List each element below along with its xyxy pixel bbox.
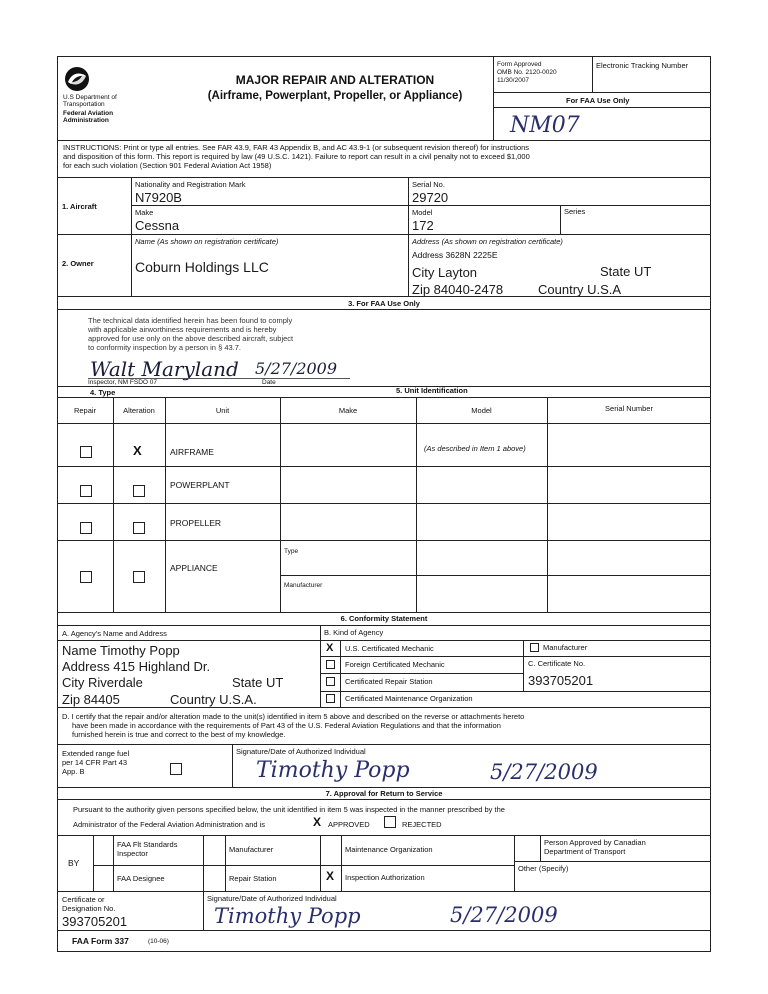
stamp-line3: approved for use only on the above described aircraft, subject bbox=[88, 334, 294, 343]
approval-line2: Administrator of the Federal Aviation Administration and is bbox=[73, 820, 266, 829]
agency-address: Address 415 Highland Dr. bbox=[62, 659, 211, 674]
instructions-line1: INSTRUCTIONS: Print or type all entries. See FAR 43.9, FAR 43 Appendix B, and AC 43.9-1 (or subsequent revision thereof) for instructions bbox=[63, 143, 530, 152]
faa-use-handwritten: NM07 bbox=[510, 113, 580, 138]
cert-designation-label-1: Certificate or bbox=[62, 895, 105, 904]
agency-country: Country U.S.A. bbox=[170, 692, 257, 707]
flt-std-label-2: Inspector bbox=[117, 849, 148, 858]
inspector-label: Inspector, NM FSDO 07 bbox=[88, 379, 157, 386]
owner-city-value: City Layton bbox=[412, 265, 478, 280]
other-specify-label: Other (Specify) bbox=[518, 864, 569, 873]
faa-designee-label: FAA Designee bbox=[117, 874, 165, 883]
inspector-signed-date: 5/27/2009 bbox=[255, 359, 338, 378]
appliance-alteration-checkbox[interactable] bbox=[133, 571, 145, 583]
instructions-line3: for each such violation (Section 901 Federal Aviation Act 1958) bbox=[63, 161, 272, 170]
ext-range-line3: App. B bbox=[62, 767, 85, 776]
omb-date: 11/30/2007 bbox=[497, 77, 530, 84]
approval-sig-label: Signature/Date of Authorized Individual bbox=[207, 894, 337, 903]
unit-airframe: AIRFRAME bbox=[170, 447, 214, 457]
faa-use-section-label: 3. For FAA Use Only bbox=[348, 299, 420, 308]
inspection-auth-mark[interactable]: X bbox=[326, 869, 335, 883]
cert-designation-label-2: Designation No. bbox=[62, 904, 116, 913]
col-unit: Unit bbox=[215, 406, 230, 415]
model-value: 172 bbox=[412, 218, 434, 233]
approval-signed-date: 5/27/2009 bbox=[450, 903, 558, 927]
owner-name-value: Coburn Holdings LLC bbox=[135, 259, 269, 275]
serial-label: Serial No. bbox=[412, 180, 445, 189]
conformity-section-label: 6. Conformity Statement bbox=[340, 614, 428, 623]
aircraft-section-label: 1. Aircraft bbox=[62, 202, 97, 211]
form-subtitle: (Airframe, Powerplant, Propeller, or Appliance) bbox=[207, 90, 463, 102]
faa-line1: Federal Aviation bbox=[63, 110, 114, 117]
conformity-signed-date: 5/27/2009 bbox=[490, 760, 598, 784]
ext-range-checkbox[interactable] bbox=[170, 763, 182, 775]
make-value: Cessna bbox=[135, 218, 180, 233]
faa-use-only-label: For FAA Use Only bbox=[566, 96, 630, 105]
propeller-repair-checkbox[interactable] bbox=[80, 522, 92, 534]
kind-maint-org: Certificated Maintenance Organization bbox=[345, 694, 473, 703]
dept-line2: Transportation bbox=[63, 101, 105, 108]
make-label: Make bbox=[135, 208, 154, 217]
stamp-line2: with applicable airworthiness requirements and is hereby bbox=[88, 325, 277, 334]
canadian-label-1: Person Approved by Canadian bbox=[544, 838, 646, 847]
airframe-alteration-mark[interactable]: X bbox=[133, 443, 142, 458]
col-serial: Serial Number bbox=[605, 404, 653, 413]
approval-section-label: 7. Approval for Return to Service bbox=[325, 789, 443, 798]
form-name: FAA Form 337 bbox=[72, 936, 129, 946]
form-title: MAJOR REPAIR AND ALTERATION bbox=[235, 73, 435, 87]
rejected-label: REJECTED bbox=[402, 820, 442, 829]
unit-powerplant: POWERPLANT bbox=[170, 480, 230, 490]
kind-repair-station-checkbox[interactable] bbox=[326, 677, 335, 686]
instructions-line2: and disposition of this form. This report is required by law (49 U.S.C. 1421). Failure to report can result in a civil penalty not to exceed $1,000 bbox=[63, 152, 530, 161]
col-make: Make bbox=[338, 406, 358, 415]
powerplant-alteration-checkbox[interactable] bbox=[133, 485, 145, 497]
certify-line2: have been made in accordance with the requirements of Part 43 of the U.S. Federal Aviation Regulations and that the information bbox=[72, 721, 501, 730]
propeller-alteration-checkbox[interactable] bbox=[133, 522, 145, 534]
agency-state: State UT bbox=[232, 675, 284, 690]
owner-country-value: Country U.S.A bbox=[538, 282, 622, 297]
owner-zip-value: Zip 84040-2478 bbox=[412, 282, 504, 297]
conformity-sig-label: Signature/Date of Authorized Individual bbox=[236, 747, 366, 756]
col-model: Model bbox=[471, 406, 492, 415]
kind-of-agency-label: B. Kind of Agency bbox=[324, 628, 384, 637]
faa-line2: Administration bbox=[63, 117, 109, 124]
dept-line1: U.S Department of bbox=[63, 94, 117, 101]
owner-address-label: Address (As shown on registration certificate) bbox=[412, 237, 563, 246]
rejected-checkbox[interactable] bbox=[384, 816, 396, 828]
flt-std-label-1: FAA Flt Standards bbox=[117, 840, 178, 849]
nat-reg-label: Nationality and Registration Mark bbox=[135, 180, 246, 189]
owner-state-value: State UT bbox=[600, 264, 652, 279]
inspector-signature: Walt Maryland bbox=[90, 357, 239, 381]
cert-no-label: C. Certificate No. bbox=[528, 659, 586, 668]
airframe-model-note: (As described in Item 1 above) bbox=[424, 444, 526, 453]
kind-maint-org-checkbox[interactable] bbox=[326, 694, 335, 703]
agency-city: City Riverdale bbox=[62, 675, 143, 690]
unit-section-label: 5. Unit Identification bbox=[396, 386, 468, 395]
dot-logo-icon bbox=[64, 66, 90, 92]
by-maint-org-label: Maintenance Organization bbox=[345, 845, 433, 854]
approval-signature: Timothy Popp bbox=[214, 904, 361, 928]
powerplant-repair-checkbox[interactable] bbox=[80, 485, 92, 497]
certify-line3: furnished herein is true and correct to the best of my knowledge. bbox=[72, 730, 286, 739]
approval-line1: Pursuant to the authority given persons specified below, the unit identified in item 5 was inspected in the manner prescribed by the bbox=[73, 805, 505, 814]
agency-name: Name Timothy Popp bbox=[62, 643, 180, 658]
airframe-repair-checkbox[interactable] bbox=[80, 446, 92, 458]
appliance-type-label: Type bbox=[284, 548, 299, 555]
agency-label: A. Agency's Name and Address bbox=[62, 629, 167, 638]
nat-reg-value: N7920B bbox=[135, 190, 182, 205]
agency-zip: Zip 84405 bbox=[62, 692, 120, 707]
inspection-auth-label: Inspection Authorization bbox=[345, 873, 425, 882]
owner-name-label: Name (As shown on registration certificate) bbox=[135, 237, 279, 246]
tracking-number-label: Electronic Tracking Number bbox=[596, 61, 689, 70]
appliance-repair-checkbox[interactable] bbox=[80, 571, 92, 583]
kind-foreign-mechanic-checkbox[interactable] bbox=[326, 660, 335, 669]
ext-range-line2: per 14 CFR Part 43 bbox=[62, 758, 128, 767]
kind-repair-station: Certificated Repair Station bbox=[345, 677, 433, 686]
cert-no-value: 393705201 bbox=[528, 673, 594, 688]
approved-mark[interactable]: X bbox=[313, 815, 322, 829]
repair-station-label: Repair Station bbox=[229, 874, 277, 883]
series-label: Series bbox=[564, 207, 586, 216]
omb-number: OMB No. 2120-0020 bbox=[497, 69, 557, 76]
form-approved: Form Approved bbox=[497, 61, 542, 68]
unit-propeller: PROPELLER bbox=[170, 518, 222, 528]
canadian-label-2: Department of Transport bbox=[544, 847, 626, 856]
kind-us-mechanic-mark[interactable]: X bbox=[326, 642, 334, 654]
owner-section-label: 2. Owner bbox=[62, 259, 94, 268]
owner-address-value: Address 3628N 2225E bbox=[412, 250, 498, 260]
kind-foreign-mechanic: Foreign Certificated Mechanic bbox=[345, 660, 445, 669]
kind-manufacturer-checkbox[interactable] bbox=[530, 643, 539, 652]
ext-range-line1: Extended range fuel bbox=[62, 749, 130, 758]
serial-value: 29720 bbox=[412, 190, 449, 205]
col-alteration: Alteration bbox=[123, 406, 155, 415]
appliance-mfr-label: Manufacturer bbox=[284, 582, 323, 589]
by-label: BY bbox=[68, 858, 80, 868]
inspector-date-label: Date bbox=[262, 379, 276, 386]
by-manufacturer-label: Manufacturer bbox=[229, 845, 274, 854]
col-repair: Repair bbox=[73, 406, 97, 415]
type-section-label: 4. Type bbox=[90, 388, 116, 397]
stamp-line4: to conformity inspection by a person in § 43.7. bbox=[88, 343, 242, 352]
model-label: Model bbox=[412, 208, 433, 217]
certify-line1: D. I certify that the repair and/or alteration made to the unit(s) identified in item 5 above and described on the reverse or attachments hereto bbox=[62, 712, 525, 721]
approved-label: APPROVED bbox=[328, 820, 370, 829]
cert-designation-value: 393705201 bbox=[62, 914, 128, 929]
kind-manufacturer: Manufacturer bbox=[543, 643, 588, 652]
conformity-signature: Timothy Popp bbox=[256, 758, 410, 783]
form-revision: (10-06) bbox=[148, 938, 169, 945]
stamp-line1: The technical data identified herein has been found to comply bbox=[88, 316, 293, 325]
unit-appliance: APPLIANCE bbox=[170, 563, 218, 573]
kind-us-mechanic: U.S. Certificated Mechanic bbox=[345, 644, 434, 653]
